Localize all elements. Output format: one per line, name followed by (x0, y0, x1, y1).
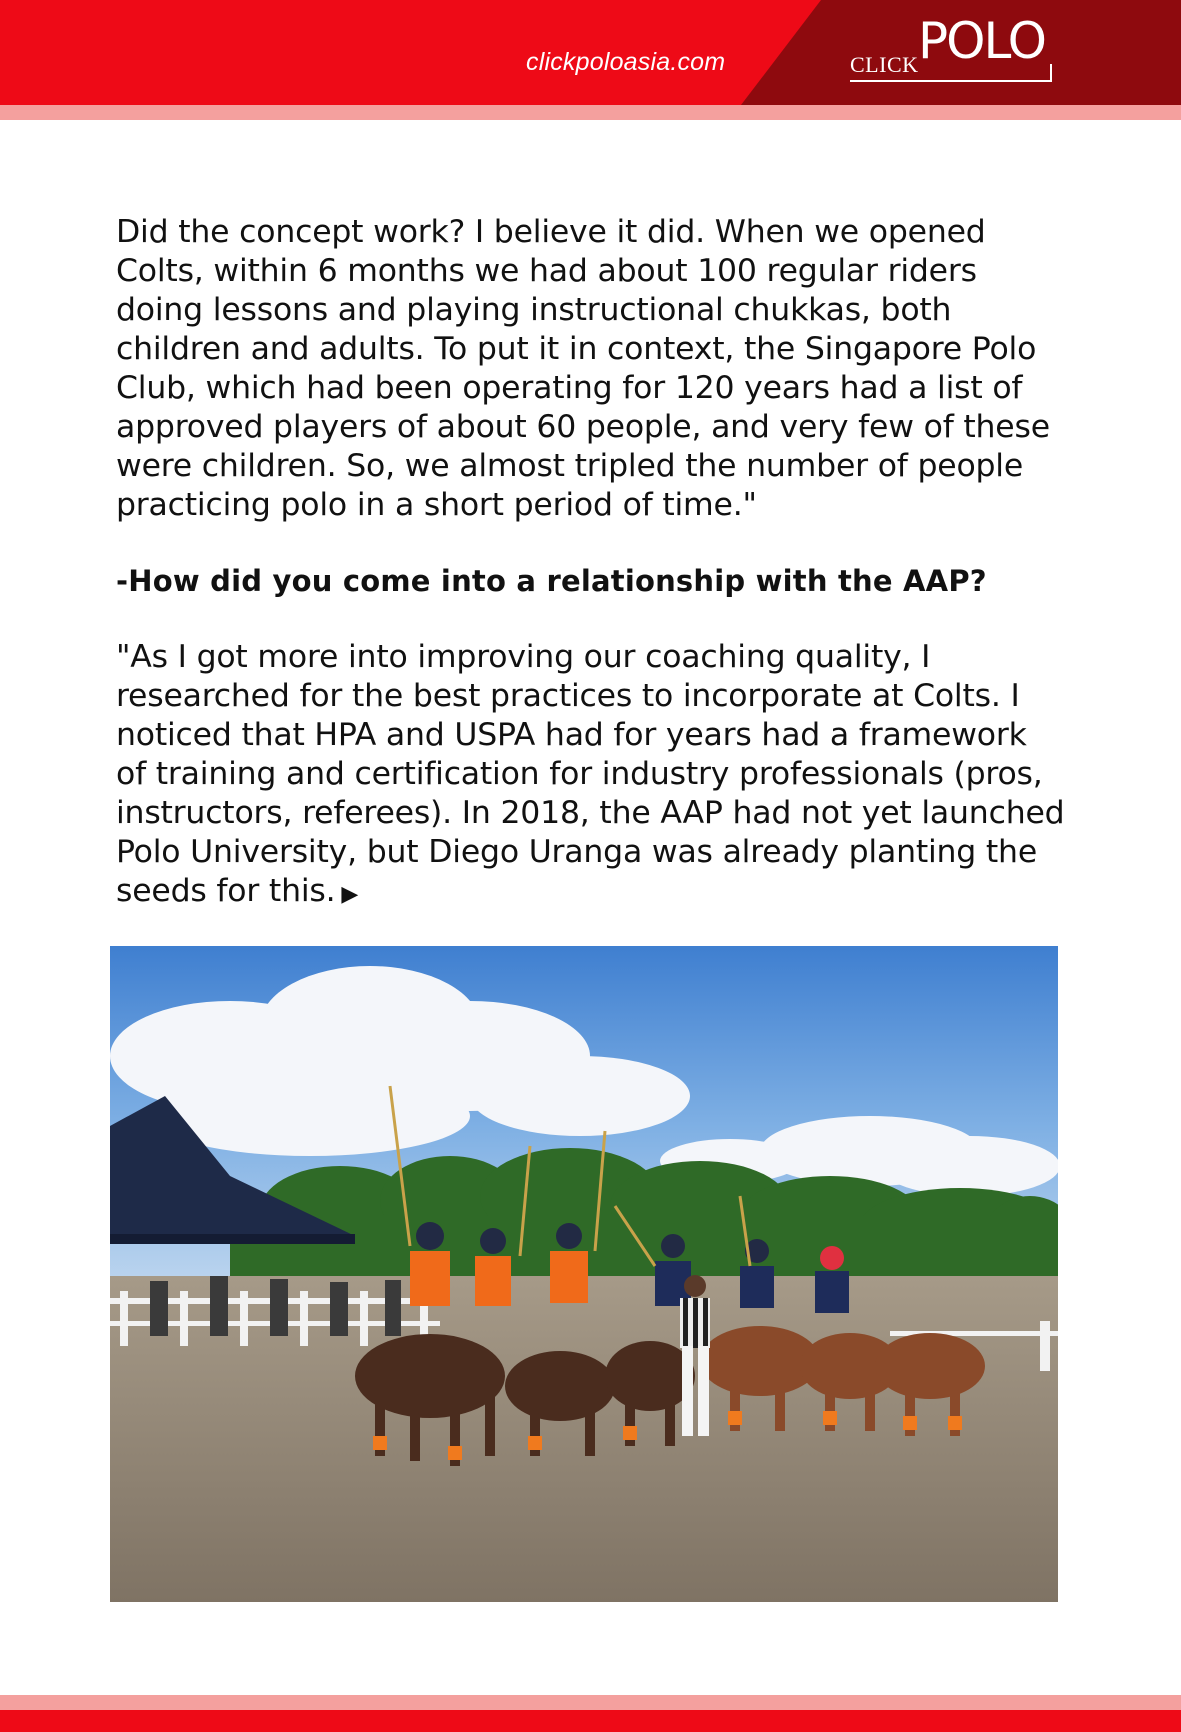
clickpolo-logo (850, 12, 1060, 92)
header-stripe (0, 105, 1181, 120)
article-body (116, 213, 1066, 914)
photo-illustration (110, 946, 1058, 1602)
logo-polo-text: POLO (918, 12, 1045, 70)
logo-click-text: CLICK (850, 52, 919, 77)
article-paragraph-2 (116, 638, 1066, 914)
continue-arrow-icon: ▶ (341, 882, 359, 907)
interview-question: -How did you come into a relationship with the AAP? (116, 564, 987, 598)
footer-bar (0, 1710, 1181, 1732)
logo-underline (850, 80, 1052, 82)
logo-tick (1050, 64, 1052, 82)
article-paragraph: Did the concept work? I believe it did. When we opened Colts, within 6 months we had about 100 regular riders doing lessons and playing instructional chukkas, both children and adults. To put it in context, the Singapore Polo Club, which had been operating for 120 years had a list of approved players of about 60 people, and very few of these were children. So, we almost tripled the number of people practicing polo in a short period of time." (116, 214, 1050, 523)
site-url: clickpoloasia.com (526, 48, 726, 76)
polo-team-photo (110, 946, 1058, 1602)
footer-stripe (0, 1695, 1181, 1710)
paragraph-text: "As I got more into improving our coaching quality, I researched for the best practices to incorporate at Colts. I noticed that HPA and USPA had for years had a framework of training and certification for industry professionals (pros, instructors, referees). In 2018, the AAP had not yet launched Polo University, but Diego Uranga was already planting the seeds for this. (116, 639, 1065, 909)
